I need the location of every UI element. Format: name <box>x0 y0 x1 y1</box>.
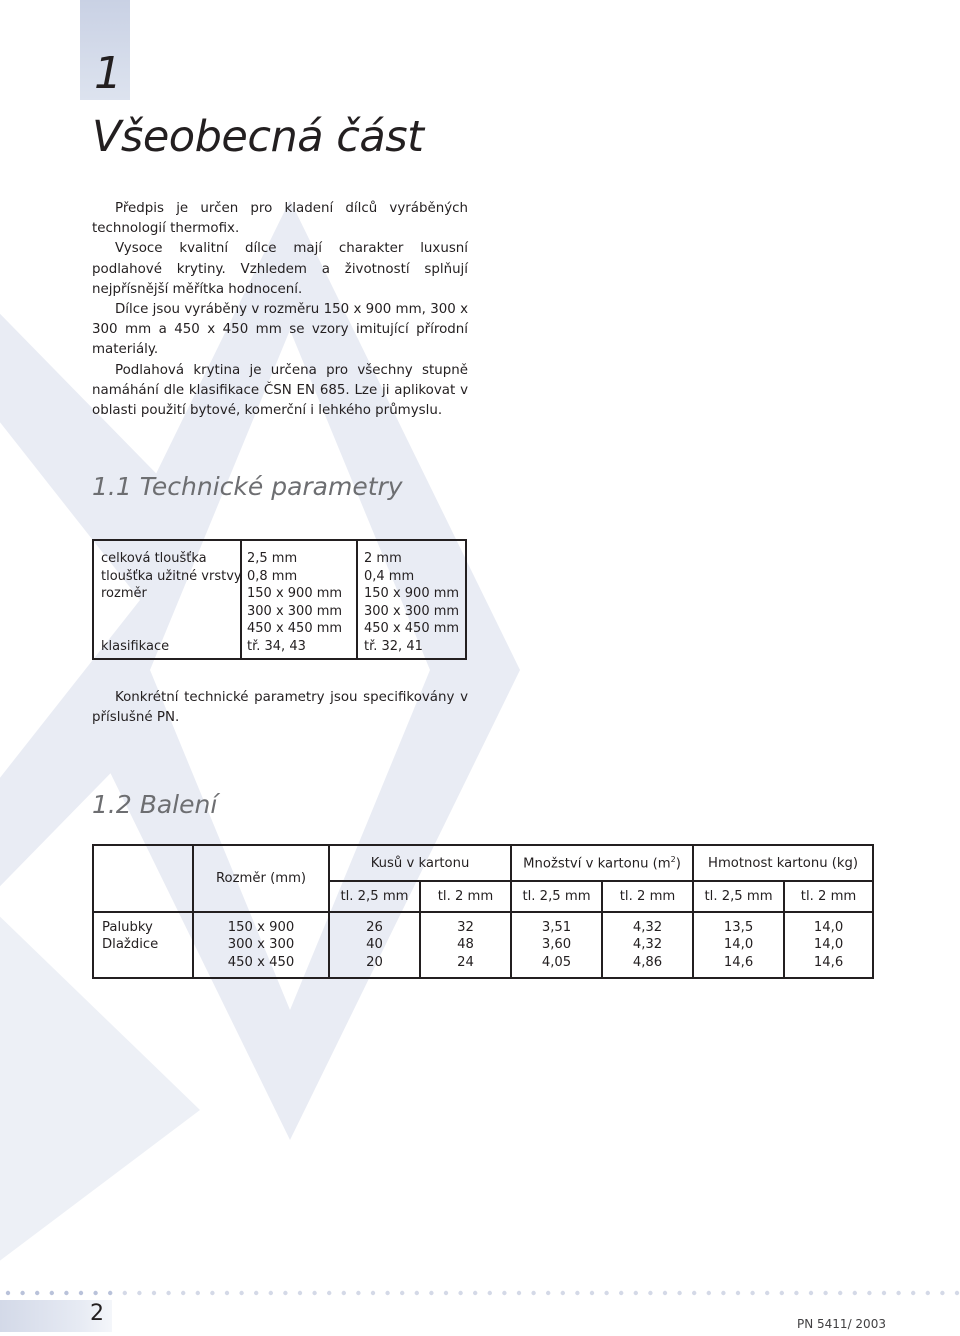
footer-dot <box>473 1291 477 1295</box>
footer-dot <box>634 1291 638 1295</box>
parameter-values-2-5mm <box>247 550 342 655</box>
footer-dot <box>93 1291 97 1295</box>
footer-dot <box>35 1291 39 1295</box>
cell-line: 13,5 <box>723 919 754 935</box>
table-cell-weight-2-5 <box>693 912 784 978</box>
cell-line: Palubky <box>102 919 153 935</box>
parameter-label <box>101 620 242 638</box>
footer-dot <box>619 1291 623 1295</box>
footer-dot <box>429 1291 433 1295</box>
parameter-value: 2,5 mm <box>247 551 298 566</box>
footer-dot <box>327 1291 331 1295</box>
parameter-label: klasifikace <box>101 638 170 654</box>
cell-line: Dlaždice <box>102 937 159 953</box>
footer-dot <box>546 1291 550 1295</box>
table-header-cell-mnozstvi <box>511 845 693 881</box>
cell-line: 14,0 <box>813 919 844 935</box>
footer-dot <box>356 1291 360 1295</box>
cell-line: 40 <box>366 937 383 953</box>
parameter-value: 150 x 900 mm <box>247 586 343 601</box>
footer-dot <box>604 1291 608 1295</box>
cell-line: 3,60 <box>541 937 572 953</box>
parameter-value: 0,4 mm <box>364 568 415 584</box>
mnozstvi-superscript: 2 <box>670 854 676 864</box>
footer-dot <box>385 1291 389 1295</box>
footer-dot <box>531 1291 535 1295</box>
parameter-label: tloušťka užitné vrstvy <box>101 568 242 584</box>
footer-dot <box>283 1291 287 1295</box>
footer-dot <box>400 1291 404 1295</box>
cell-line: 20 <box>366 954 383 970</box>
footer-dot <box>123 1291 127 1295</box>
footer-dot <box>750 1291 754 1295</box>
footer-dot <box>648 1291 652 1295</box>
table-cell-pieces-2-5 <box>329 912 420 978</box>
footer-dot <box>707 1291 711 1295</box>
section-heading-technical: 1.1 Technické parametry <box>92 472 403 501</box>
technical-parameters-box <box>92 539 467 660</box>
intro-paragraph: Podlahová krytina je určena pro všechny stupně namáhání dle klasifikace ČSN EN 685. Lze ji aplikovat v oblasti použití bytové, komerční i lehkého průmyslu. <box>92 362 468 419</box>
intro-paragraph: Předpis je určen pro kladení dílců vyráběných technologií thermofix. <box>92 201 468 237</box>
column-divider <box>356 541 358 658</box>
cell-line: 3,51 <box>541 919 572 935</box>
mnozstvi-label: Množství v kartonu (m <box>523 856 671 872</box>
footer-dot <box>239 1291 243 1295</box>
footer-dot <box>721 1291 725 1295</box>
footer-dot <box>955 1291 959 1295</box>
cell-line: 14,6 <box>813 954 844 970</box>
footer-dot <box>6 1291 10 1295</box>
table-cell-dims <box>193 912 329 978</box>
intro-paragraph: Vysoce kvalitní dílce mají charakter luxusní podlahové krytiny. Vzhledem a životností splňují nejpřísnější měřítka hodnocení. <box>92 241 468 297</box>
table-cell-pieces-2 <box>420 912 511 978</box>
document-code: PN 5411/ 2003 <box>797 1317 886 1331</box>
cell-line: 24 <box>457 954 474 970</box>
parameter-value: 450 x 450 mm <box>247 621 343 636</box>
footer-dot <box>911 1291 915 1295</box>
footer-dot <box>663 1291 667 1295</box>
footer-dot <box>940 1291 944 1295</box>
footer-dot <box>225 1291 229 1295</box>
table-subheader-cell: tl. 2,5 mm <box>693 881 784 912</box>
footer-dot <box>269 1291 273 1295</box>
cell-line: 4,32 <box>632 919 663 935</box>
table-subheader-cell: tl. 2 mm <box>784 881 873 912</box>
cell-line: 4,32 <box>632 937 663 953</box>
footer-dot <box>677 1291 681 1295</box>
footer-dot <box>882 1291 886 1295</box>
cell-line <box>102 954 192 972</box>
intro-text <box>92 199 468 421</box>
parameter-label: rozměr <box>101 586 147 601</box>
table-header-cell-rozmer: Rozměr (mm) <box>193 845 329 912</box>
footer-dot <box>853 1291 857 1295</box>
table-cell-area-2 <box>602 912 693 978</box>
footer-dot <box>108 1291 112 1295</box>
packaging-table <box>92 844 874 979</box>
footer-dot <box>210 1291 214 1295</box>
footer-dot <box>371 1291 375 1295</box>
cell-line: 14,6 <box>723 954 754 970</box>
footer-dot <box>137 1291 141 1295</box>
footer-dot <box>736 1291 740 1295</box>
cell-line: 150 x 900 <box>227 919 295 935</box>
table-header-cell <box>93 845 193 912</box>
footer-dot <box>79 1291 83 1295</box>
footer-dot <box>20 1291 24 1295</box>
footer-dot <box>692 1291 696 1295</box>
intro-paragraph: Dílce jsou vyráběny v rozměru 150 x 900 mm, 300 x 300 mm a 450 x 450 mm se vzory imitující přírodní materiály. <box>92 302 468 358</box>
footer-dot <box>780 1291 784 1295</box>
table-cell-area-2-5 <box>511 912 602 978</box>
table-cell-types <box>93 912 193 978</box>
parameter-value: 150 x 900 mm <box>364 586 460 601</box>
table-subheader-cell: tl. 2,5 mm <box>511 881 602 912</box>
cell-line: 4,86 <box>632 954 663 970</box>
footer-dot <box>254 1291 258 1295</box>
cell-line: 4,05 <box>541 954 572 970</box>
footer-dot <box>181 1291 185 1295</box>
parameter-value: 450 x 450 mm <box>364 621 460 636</box>
footer-dot <box>458 1291 462 1295</box>
table-row <box>93 912 873 978</box>
cell-line: 14,0 <box>813 937 844 953</box>
footer-dot <box>517 1291 521 1295</box>
mnozstvi-paren: ) <box>675 856 681 872</box>
table-subheader-cell: tl. 2 mm <box>420 881 511 912</box>
footer-dot <box>488 1291 492 1295</box>
page-number: 2 <box>90 1301 104 1326</box>
cell-line: 26 <box>366 919 383 935</box>
parameter-value: 300 x 300 mm <box>364 603 460 619</box>
parameter-label: celková tloušťka <box>101 551 207 566</box>
footer-dot <box>415 1291 419 1295</box>
table-header-cell-hmotnost: Hmotnost kartonu (kg) <box>693 845 873 881</box>
section-heading-packaging: 1.2 Balení <box>92 790 218 819</box>
footer-dot <box>152 1291 156 1295</box>
cell-line: 300 x 300 <box>227 937 295 953</box>
technical-note: Konkrétní technické parametry jsou specifikovány v příslušné PN. <box>92 690 468 725</box>
footer-dot <box>896 1291 900 1295</box>
chapter-number: 1 <box>94 48 122 99</box>
footer-dot <box>502 1291 506 1295</box>
cell-line: 14,0 <box>723 937 754 953</box>
footer-dot <box>50 1291 54 1295</box>
parameter-value: 0,8 mm <box>247 568 298 584</box>
footer-dot <box>838 1291 842 1295</box>
footer-dot <box>575 1291 579 1295</box>
table-cell-weight-2 <box>784 912 873 978</box>
parameter-value: 2 mm <box>364 551 402 566</box>
footer-dot <box>867 1291 871 1295</box>
footer-dot <box>312 1291 316 1295</box>
footer-dot <box>444 1291 448 1295</box>
parameter-labels <box>101 550 242 655</box>
table-header-cell-kusu: Kusů v kartonu <box>329 845 511 881</box>
cell-line: 48 <box>457 937 474 953</box>
footer-dot <box>794 1291 798 1295</box>
table-header-row <box>93 845 873 881</box>
footer-dot <box>809 1291 813 1295</box>
cell-line: 450 x 450 <box>227 954 295 970</box>
footer-dot <box>64 1291 68 1295</box>
cell-line: 32 <box>457 919 474 935</box>
footer-dot <box>926 1291 930 1295</box>
footer-dot <box>590 1291 594 1295</box>
table-subheader-cell: tl. 2,5 mm <box>329 881 420 912</box>
parameter-value: tř. 32, 41 <box>364 638 423 654</box>
table-subheader-cell: tl. 2 mm <box>602 881 693 912</box>
parameter-values-2mm <box>364 550 459 655</box>
footer-dot <box>196 1291 200 1295</box>
footer-dot <box>765 1291 769 1295</box>
parameter-label <box>101 603 242 621</box>
footer-dotted-rule <box>0 1288 960 1298</box>
parameter-value: tř. 34, 43 <box>247 638 306 654</box>
parameter-value: 300 x 300 mm <box>247 603 343 619</box>
footer-dot <box>298 1291 302 1295</box>
footer-dot <box>823 1291 827 1295</box>
footer-dot <box>166 1291 170 1295</box>
chapter-title: Všeobecná část <box>92 112 424 162</box>
footer-dot <box>342 1291 346 1295</box>
footer-dot <box>561 1291 565 1295</box>
